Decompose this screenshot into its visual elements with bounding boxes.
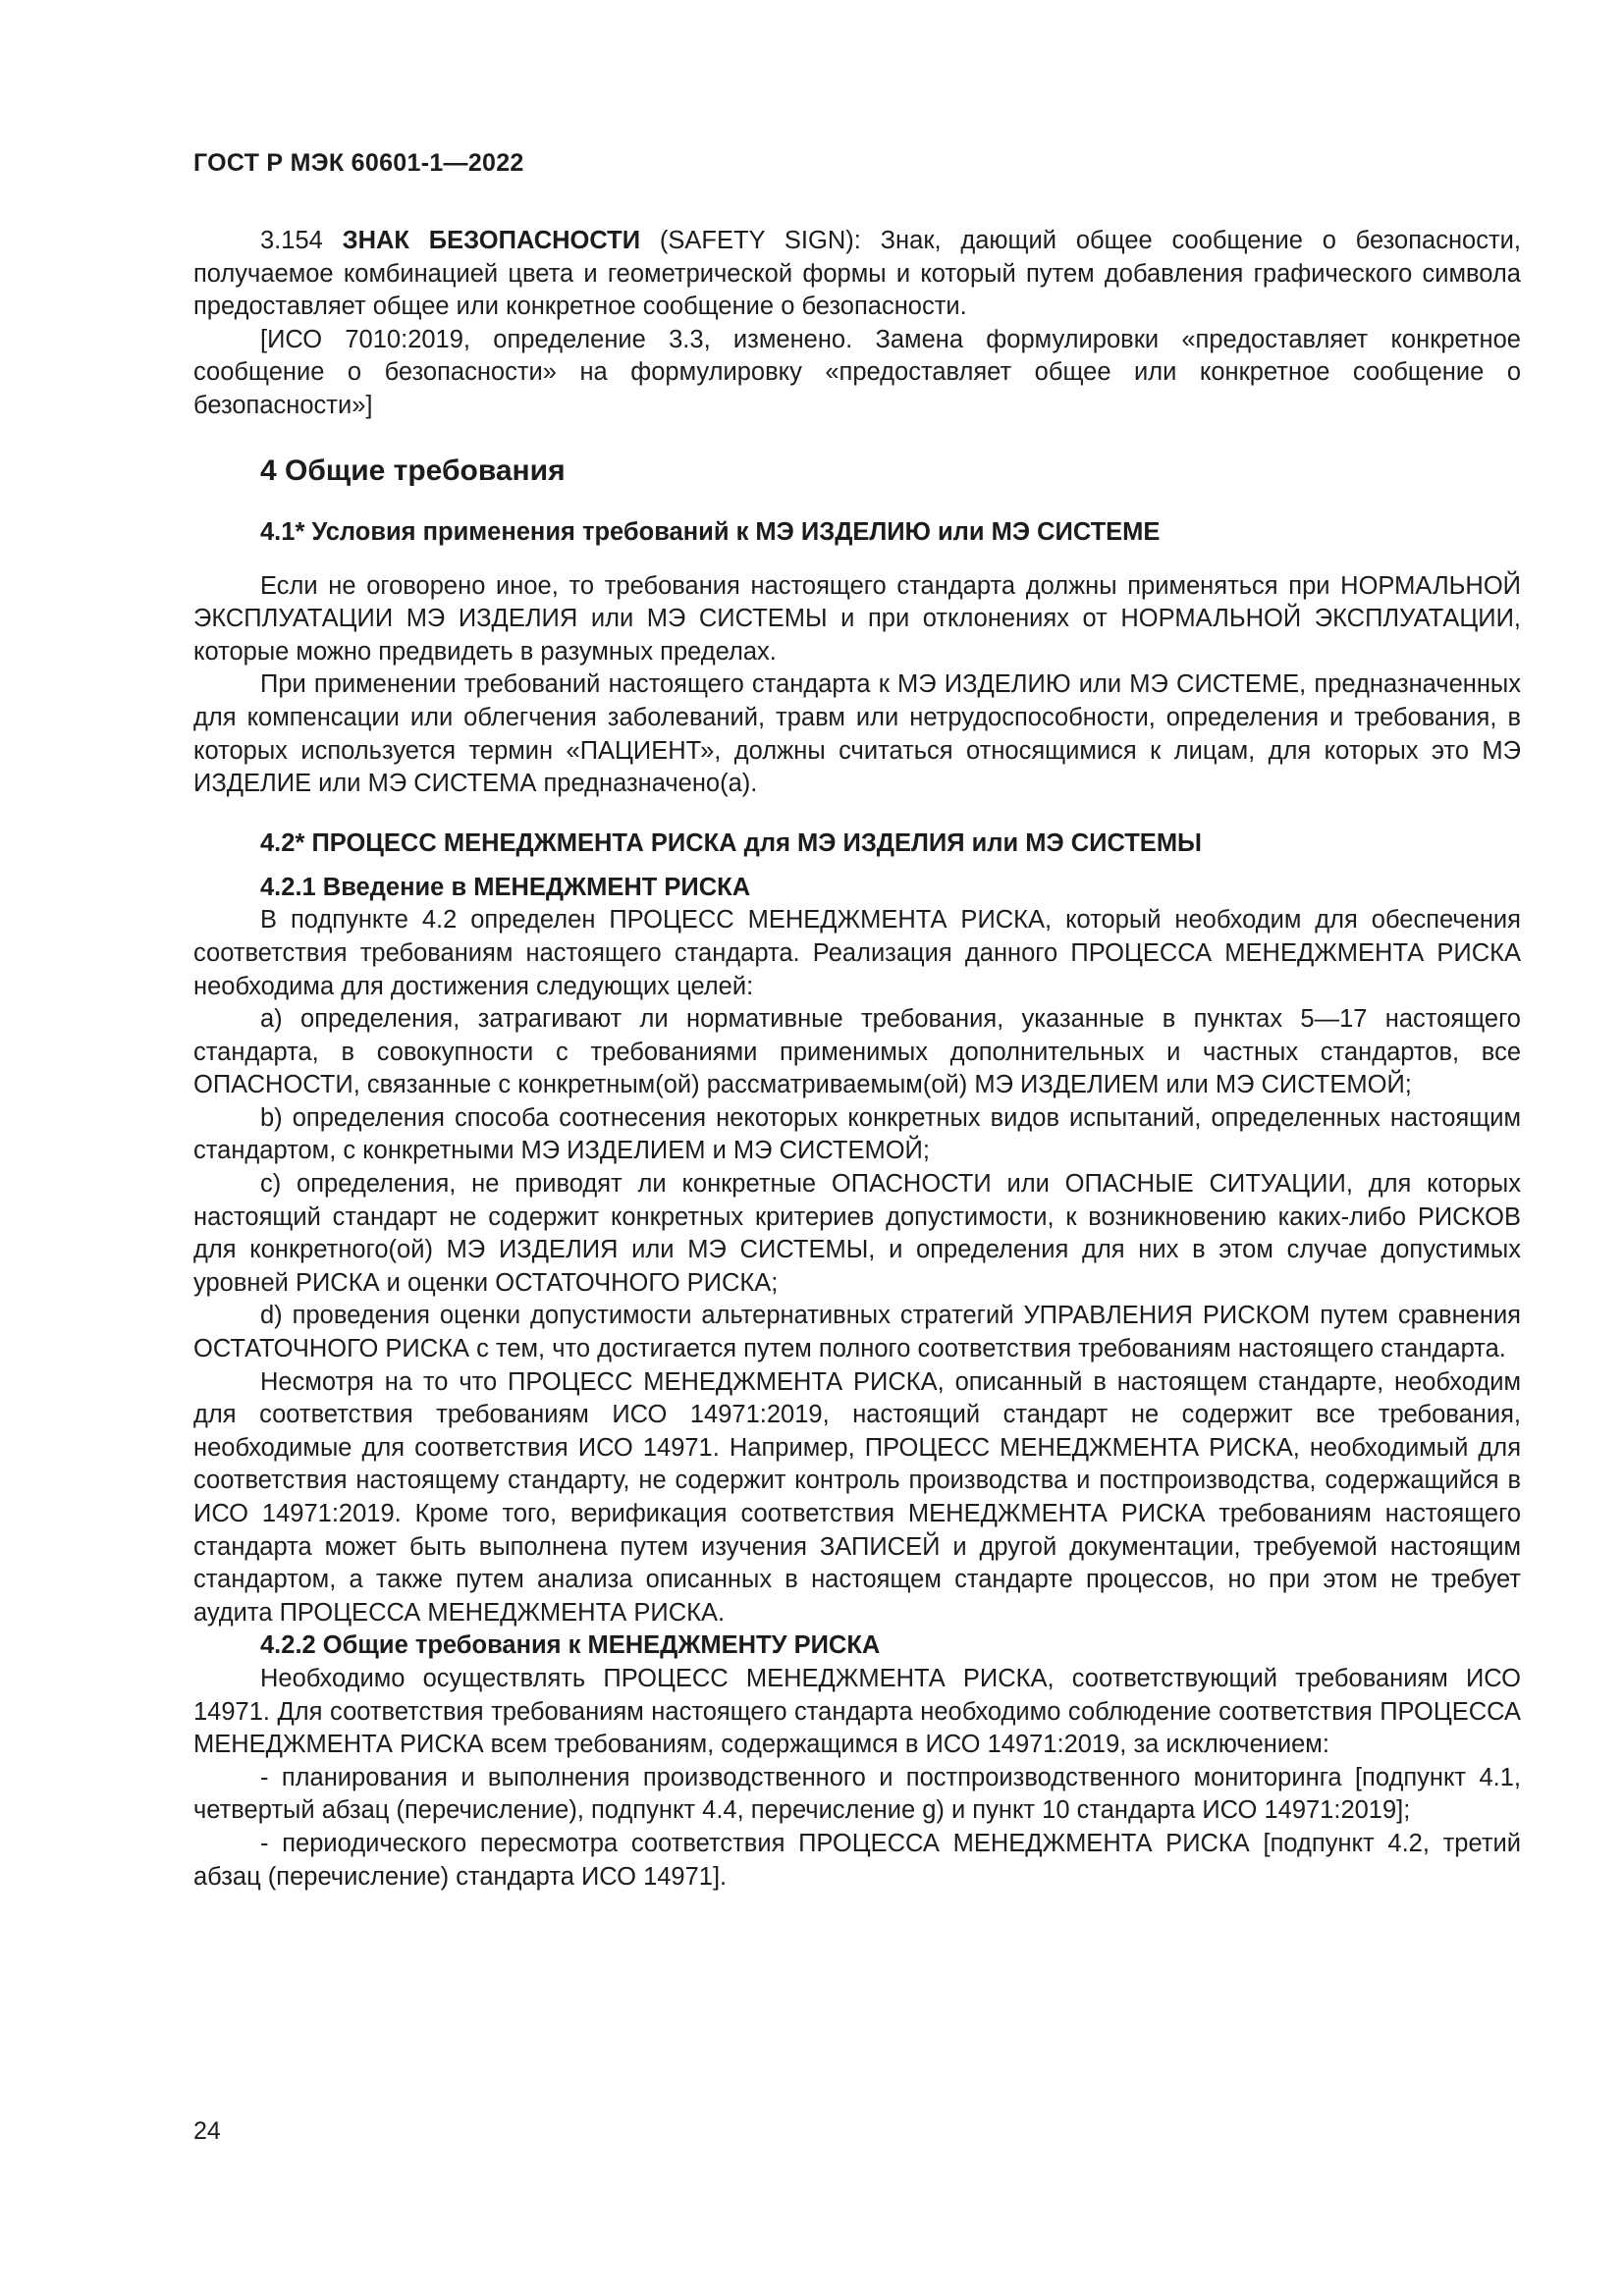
section-4-2-2-paragraph-1: Необходимо осуществлять ПРОЦЕСС МЕНЕДЖМЕНТА РИСКА, соответствующий требованиям ИСО 14971. Для соответствия требованиям настоящего стандарта необходимо соблюдение соответствия ПРОЦЕССА МЕНЕДЖМЕНТА РИСКА всем требованиям, содержащимся в ИСО 14971:2019, за исключением: [193,1664,1521,1759]
section-4-2-1-paragraph-1: В подпункте 4.2 определен ПРОЦЕСС МЕНЕДЖМЕНТА РИСКА, который необходим для обеспечения соответствия требованиям настоящего стандарта. Реализация данного ПРОЦЕССА МЕНЕДЖМЕНТА РИСКА необходима для достижения следующих целей: [193,906,1521,1000]
section-4-1-paragraph-1: Если не оговорено иное, то требования настоящего стандарта должны применяться при НОРМАЛЬНОЙ ЭКСПЛУАТАЦИИ МЭ ИЗДЕЛИЯ или МЭ СИСТЕМЫ и при отклонениях от НОРМАЛЬНОЙ ЭКСПЛУАТАЦИИ, которые можно предвидеть в разумных пределах. [193,571,1521,666]
list-item-d: d) проведения оценки допустимости альтернативных стратегий УПРАВЛЕНИЯ РИСКОМ путем сравнения ОСТАТОЧНОГО РИСКА с тем, что достигается путем полного соответствия требованиям настоящего стандарта. [193,1302,1521,1363]
exception-item-1: - планирования и выполнения производственного и постпроизводственного мониторинга [подпункт 4.1, четвертый абзац (перечисление), подпункт 4.4, перечисление g) и пункт 10 стандарта ИСО 14971:2019]; [193,1763,1521,1825]
page-content [193,225,1521,1894]
section-4-2-2-title: 4.2.2 Общие требования к МЕНЕДЖМЕНТУ РИСКА [260,1631,881,1660]
definition-number: 3.154 [260,227,343,254]
section-4-title: 4 Общие требования [260,454,566,487]
exception-item-2: - периодического пересмотра соответствия ПРОЦЕССА МЕНЕДЖМЕНТА РИСКА [подпункт 4.2, третий абзац (перечисление) стандарта ИСО 14971]. [193,1829,1521,1891]
definition-3-154 [193,225,1521,324]
list-item-b: b) определения способа соотнесения некоторых конкретных видов испытаний, определенных настоящим стандартом, с конкретными МЭ ИЗДЕЛИЕМ и МЭ СИСТЕМОЙ; [193,1103,1521,1165]
definition-term: ЗНАК БЕЗОПАСНОСТИ [342,227,641,254]
page-number: 24 [193,2117,221,2145]
section-4-1-paragraph-2: При применении требований настоящего стандарта к МЭ ИЗДЕЛИЮ или МЭ СИСТЕМЕ, предназначенных для компенсации или облегчения заболеваний, травм или нетрудоспособности, определения и требования, в которых используется термин «ПАЦИЕНТ», должны считаться относящимися к лицам, для которых это МЭ ИЗДЕЛИЕ или МЭ СИСТЕМА предназначено(а). [193,670,1521,798]
section-4-2-title: 4.2* ПРОЦЕСС МЕНЕДЖМЕНТА РИСКА для МЭ ИЗДЕЛИЯ или МЭ СИСТЕМЫ [260,828,1203,857]
section-4-2-1-title: 4.2.1 Введение в МЕНЕДЖМЕНТ РИСКА [260,873,751,901]
section-4-2-1-paragraph-2: Несмотря на то что ПРОЦЕСС МЕНЕДЖМЕНТА РИСКА, описанный в настоящем стандарте, необходим для соответствия требованиям ИСО 14971:2019, настоящий стандарт не содержит все требования, необходимые для соответствия ИСО 14971. Например, ПРОЦЕСС МЕНЕДЖМЕНТА РИСКА, необходимый для соответствия настоящему стандарту, не содержит контроль производства и постпроизводства, содержащийся в ИСО 14971:2019. Кроме того, верификация соответствия МЕНЕДЖМЕНТА РИСКА требованиям настоящего стандарта может быть выполнена путем изучения ЗАПИСЕЙ и другой документации, требуемой настоящим стандартом, а также путем анализа описанных в настоящем стандарте процессов, но при этом не требует аудита ПРОЦЕССА МЕНЕДЖМЕНТА РИСКА. [193,1367,1521,1627]
definition-text: (SAFETY SIGN): Знак, дающий общее сообщение о безопасности, получаемое комбинацией цвета и геометрической формы и который путем добавления графического символа предоставляет общее или конкретное сообщение о безопасности. [193,227,1521,321]
list-item-a: a) определения, затрагивают ли нормативные требования, указанные в пунктах 5—17 настоящего стандарта, в совокупности с требованиями применимых дополнительных и частных стандартов, все ОПАСНОСТИ, связанные с конкретным(ой) рассматриваемым(ой) МЭ ИЗДЕЛИЕМ или МЭ СИСТЕМОЙ; [193,1005,1521,1099]
definition-source: [ИСО 7010:2019, определение 3.3, изменено. Замена формулировки «предоставляет конкретное сообщение о безопасности» на формулировку «предоставляет общее или конкретное сообщение о безопасности»] [193,325,1521,419]
list-item-c: c) определения, не приводят ли конкретные ОПАСНОСТИ или ОПАСНЫЕ СИТУАЦИИ, для которых настоящий стандарт не содержит конкретных критериев допустимости, к возникновению каких-либо РИСКОВ для конкретного(ой) МЭ ИЗДЕЛИЯ или МЭ СИСТЕМЫ, и определения для них в этом случае допустимых уровней РИСКА и оценки ОСТАТОЧНОГО РИСКА; [193,1170,1521,1297]
section-4-1-title: 4.1* Условия применения требований к МЭ ИЗДЕЛИЮ или МЭ СИСТЕМЕ [260,517,1161,546]
standard-code-header: ГОСТ Р МЭК 60601-1—2022 [193,149,524,177]
